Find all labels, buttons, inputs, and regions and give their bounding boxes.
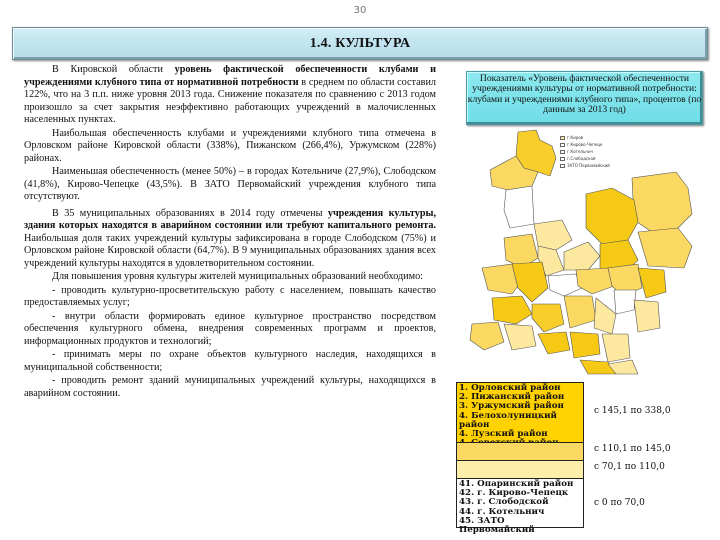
legend-swatch — [560, 150, 565, 154]
indicator-title-box: Показатель «Уровень фактической обеспеченности учреждениями культуры от нормативной потребности: клубами и учреждениями клубного типа», процентов (по данным за 2013 год) — [466, 71, 703, 125]
range-label: с 70,1 по 110,0 — [594, 462, 665, 472]
legend-swatch — [560, 143, 565, 147]
legend-swatch — [560, 136, 565, 140]
legend-swatch — [560, 164, 565, 168]
paragraph-4: В 35 муниципальных образованиях в 2014 году отмечены учреждения культуры, здания которых находятся в аварийном состоянии или требуют капитального ремонта. Наибольшая доля таких учреждений культуры зафиксирована в городе Слободском (75%) и Орловском районе Кировской области (64,7%). В 9 муниципальных образованиях здания всех учреждений культуры находятся в удовлетворительном состоянии. — [24, 207, 436, 269]
paragraph-2: Наибольшая обеспеченность клубами и учреждениями клубного типа отмечена в Орловском районе Кировской области (338%), Пижанском (266,4%), Уржумском (228%) районах. — [24, 127, 436, 164]
map-legend-item: г.Киров — [560, 134, 610, 141]
range-row-low — [456, 460, 706, 478]
paragraph-5: Для повышения уровня культуры жителей муниципальных образований необходимо: — [52, 271, 424, 282]
page-number: 30 — [353, 5, 367, 16]
range-label: с 0 по 70,0 — [594, 498, 645, 508]
range-row-high — [456, 382, 706, 442]
map-legend — [560, 134, 610, 169]
range-swatch-none: 41. Опаринский район 42. г. Кирово-Чепецк 43. г. Слободской 44. г. Котельнич 45. ЗАТО Первомайский — [456, 478, 584, 528]
map-legend-item: г.Кирово-Чепецк — [560, 141, 610, 148]
range-swatch-high: 1. Орловский район 2. Пижанский район 3. Уржумский район 4. Белохолуницкий район 4. Лузский район — [456, 382, 584, 442]
bullet-item: - принимать меры по охране объектов культурного наследия, находящихся в муниципальной собственности; — [24, 349, 436, 373]
section-title: 1.4. КУЛЬТУРА — [309, 35, 411, 51]
bullet-item: - проводить ремонт зданий муниципальных учреждений культуры, находящихся в аварийном состоянии. — [24, 375, 436, 399]
range-legend — [456, 382, 706, 536]
map-legend-item: г.Слободской — [560, 155, 610, 162]
map-legend-item: ЗАТО Первомайский — [560, 162, 610, 169]
legend-swatch — [560, 157, 565, 161]
range-row-none — [456, 478, 706, 536]
bullet-item: - проводить культурно-просветительскую работу с населением, повышать качество предоставляемых услуг; — [24, 284, 436, 308]
bullet-item: - внутри области формировать единое культурное пространство посредством обеспечения культурного обмена, внедрения современных программ и проектов, информационных продуктов и технологий; — [24, 310, 436, 347]
paragraph-1: В Кировской области уровень фактической обеспеченности клубами и учреждениями клубного типа от нормативной потребности в среднем по области составил 122%, что на 3 п.п. ниже уровня 2013 года. Снижение показателя по сравнению с 2013 годом произошло за счет закрытия неэффективно работающих учреждений в малочисленных населенных пунктах. — [24, 64, 437, 125]
range-row-mid — [456, 442, 706, 460]
section-title-bar — [12, 27, 708, 60]
map-legend-item: г.Котельнич — [560, 148, 610, 155]
range-label: с 145,1 по 338,0 — [594, 406, 671, 416]
range-swatch-low — [456, 460, 584, 478]
body-text — [24, 64, 436, 401]
range-label: с 110,1 по 145,0 — [594, 444, 671, 454]
range-swatch-mid — [456, 442, 584, 460]
paragraph-3: Наименьшая обеспеченность (менее 50%) – в городах Котельниче (27,9%), Слободском (41,8%), Кирово-Чепецке (43,5%). В ЗАТО Первомайский учреждения клубного типа отсутствуют. — [24, 166, 436, 202]
